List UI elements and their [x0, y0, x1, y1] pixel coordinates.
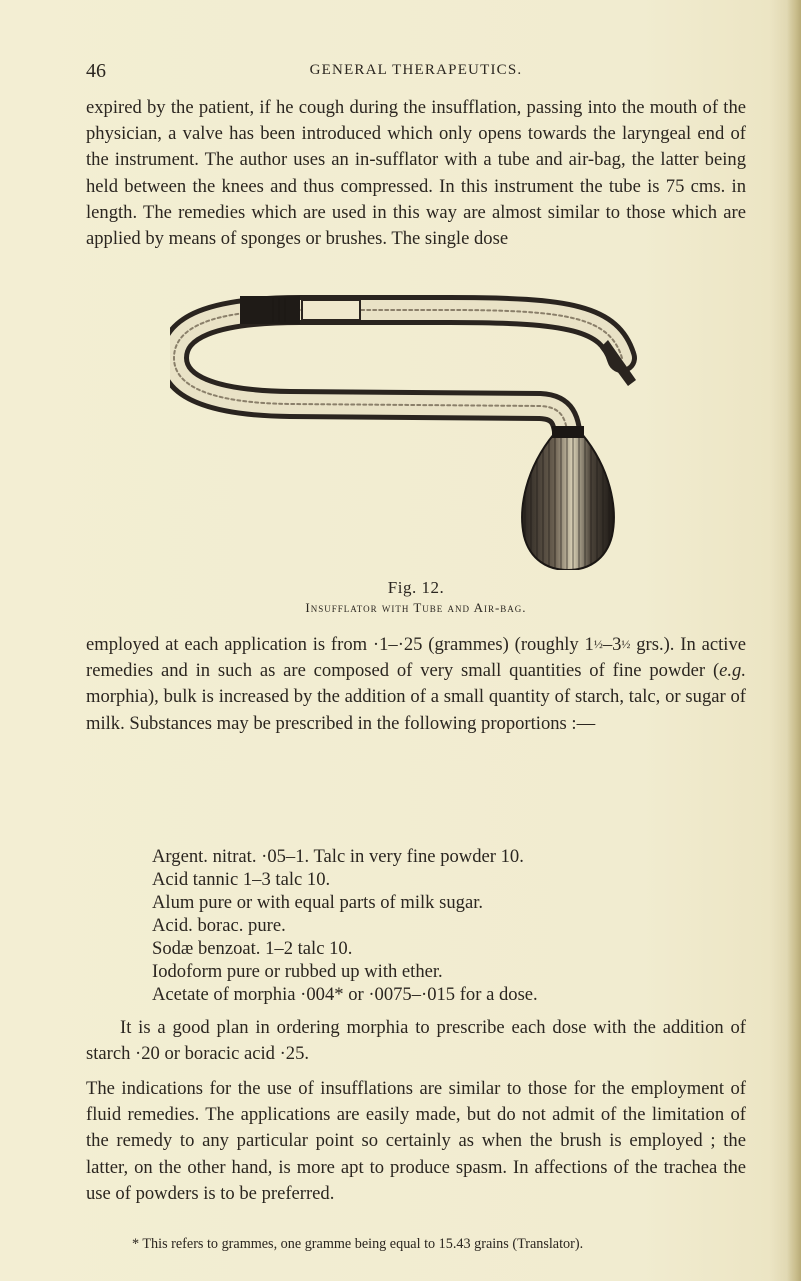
page-number: 46 [86, 60, 106, 82]
fraction-half-2: ½ [621, 637, 631, 651]
paragraph-4: The indications for the use of insufflations are similar to those for the employment of fluid remedies. The applications are easily made, but do not admit of the limitation of the remedy to any particular point so certainly as when the brush is employed ; the latter, on the other hand, is more apt to produce spasm. In affections of the trachea the use of powders is to be preferred. [86, 1078, 746, 1204]
running-head [86, 60, 746, 84]
paragraph-2-text-b: –3 [602, 634, 622, 655]
running-title: GENERAL THERAPEUTICS. [309, 62, 523, 78]
figure-label: Fig. 12. [387, 578, 445, 597]
prescription-item: Argent. nitrat. ·05–1. Talc in very fine powder 10. [152, 846, 524, 867]
prescription-item: Acid tannic 1–3 talc 10. [152, 869, 331, 890]
paragraph-2-text-a: employed at each application is from ·1–·25 (grammes) (roughly 1 [86, 634, 594, 655]
prescription-list [152, 845, 712, 1006]
figure-title: Insufflator with Tube and Air-bag. [305, 600, 527, 615]
prescription-item: Iodoform pure or rubbed up with ether. [152, 961, 443, 982]
footnote: * This refers to grammes, one gramme being equal to 15.43 grains (Translator). [132, 1236, 584, 1252]
prescription-item: Acetate of morphia ·004* or ·0075–·015 for a dose. [152, 984, 538, 1005]
paragraph-2-text-d: morphia), bulk is increased by the addition of a small quantity of starch, talc, or sugar of milk. Substances may be prescribed in the following proportions :— [86, 686, 746, 734]
fraction-half-1: ½ [593, 637, 603, 651]
prescription-item: Alum pure or with equal parts of milk sugar. [152, 892, 484, 913]
insufflator-illustration [170, 288, 640, 570]
prescription-item: Sodæ benzoat. 1–2 talc 10. [152, 938, 353, 959]
paragraph-2-eg: e.g. [719, 660, 746, 682]
paragraph-2 [86, 631, 746, 737]
paragraph-3: It is a good plan in ordering morphia to prescribe each dose with the addition of starch ·20 or boracic acid ·25. [86, 1017, 746, 1065]
paragraph-1: expired by the patient, if he cough during the insufflation, passing into the mouth of the physician, a valve has been introduced which only opens towards the laryngeal end of the instrument. The author uses an in-sufflator with a tube and air-bag, the latter being held between the knees and thus compressed. In this instrument the tube is 75 cms. in length. The remedies which are used in this way are almost similar to those which are applied by means of sponges or brushes. The single dose [86, 97, 746, 250]
figure-caption [86, 578, 746, 616]
paragraph-2-text-c: grs.). In active remedies and in such as are composed of very small quantities of fine powder ( [86, 634, 746, 682]
page-edge [787, 0, 801, 1281]
insufflator-figure [170, 288, 640, 570]
prescription-item: Acid. borac. pure. [152, 915, 286, 936]
